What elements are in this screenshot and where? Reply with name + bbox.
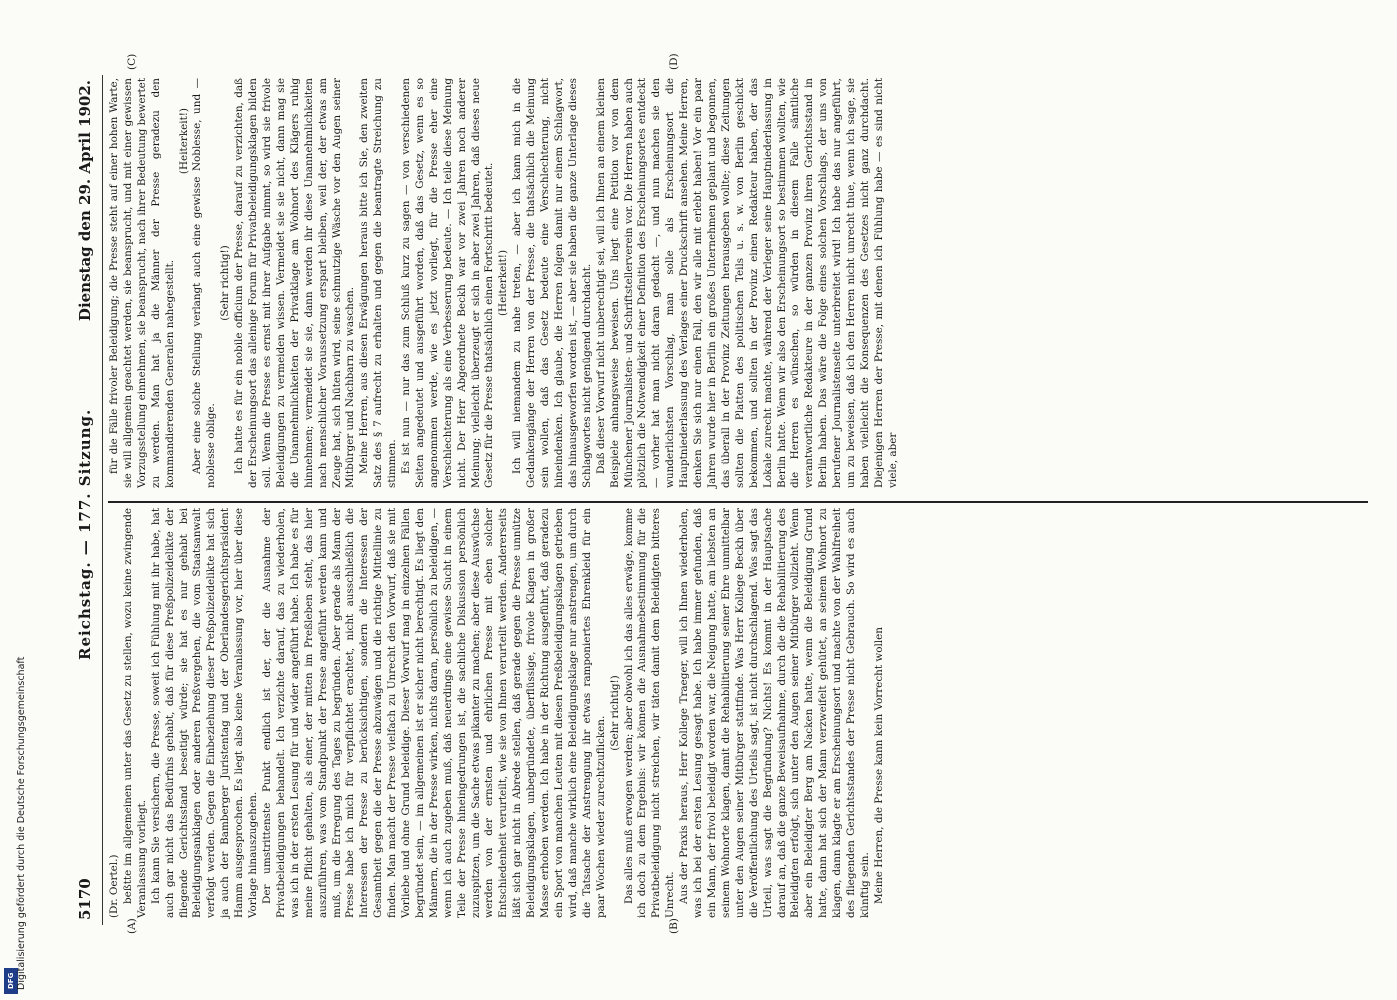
speaker-name: (Dr. Oertel.) (108, 854, 120, 918)
margin-mark-a: (A) (126, 918, 138, 934)
margin-mark-b: (B) (668, 918, 680, 934)
page-number: 5170 (76, 878, 94, 920)
dfg-logo: DFG (4, 968, 18, 994)
paragraph: Ich hatte es für ein nobile officium der Presse, darauf zu verzichten, daß der Erscheinungsort das alleinige Forum für Privatbeleidigungsklagen bilden soll. Wenn die Presse es ernst mit ihrer Aufgabe nimmt, so wird sie frivole Beleidigungen zu vermeiden wissen. Vermeidet sie sie nicht, dann mag sie die Unannehmlichkeiten der Privatklage am Wohnort des Klägers ruhig hinnehmen; vermeidet sie sie, dann werden ihr diese Unannehmlichkeiten nach menschlicher Voraussetzung erspart bleiben, weil der, der etwas am Zeuge hat, sich hüten wird, seine schmutzige Wäsche vor den Augen seiner Mitbürger und Nachbarn zu waschen. (233, 78, 357, 488)
interjection: (Heiterkeit!) (497, 249, 510, 317)
paragraph: Aus der Praxis heraus, Herr Kollege Traeger, will ich Ihnen wiederholen, was ich bei der ersten Lesung gesagt habe. Ich habe immer gefunden, daß ein Mann, der frivol beleidigt worden war, die Neigung hatte, am liebsten an seinem Wohnorte klagen, damit die Rehabilitierung seiner Ehre unmittelbar unter den Augen seiner Mitbürger stattfinde. Was Herr Kollege Beckh über die Veröffentlichung des Urteils sagt, ist nicht durchschlagend. Was sagt das Urteil, was sagt die Begründung? Nichts! Es kommt in der Hauptsache darauf an, daß die ganze Beweisaufnahme, durch die die Rehabilitierung des Beleidigten erfolgt, sich unter den Augen seiner Mitbürger vollzieht. Wenn aber ein Beleidigter Berg am Nacken hatte, wenn die Beleidigung Grund hatte, dann hat sich der Mann verzweifelt gehütet, an seinem Wohnort zu klagen, dann klagte er am Erscheinungsort und machte von der Wahlfreiheit des fliegenden Gerichtsstandes der Presse nicht Gebrauch. So wird es auch künftig sein. (678, 508, 871, 918)
session-date: Dienstag den 29. April 1902. (76, 80, 94, 322)
paragraph: Der umstrittenste Punkt endlich ist der, der die Ausnahme der Privatbeleidigungen behandelt. Ich verzichte darauf, das zu wiederholen, was ich in der ersten Lesung für und wider angeführt habe. Ich habe es für meine Pflicht gehalten, als einer, der mitten im Preßleben steht, das hier auszuführen, was vom Standpunkt der Presse angeführt werden kann und muß, um die Erregung des Tages zu begründen. Aber gerade als Mann der Presse habe ich mich für verpflichtet erachtet, nicht ausschließlich die Interessen der Presse zu berücksichtigen, sondern die Interessen der Gesamtheit gegen die der Presse abzuwägen und die richtige Mittellinie zu finden. Man macht der Presse vielfach zu Unrecht den Vorwurf, daß sie mit Vorliebe und ohne Grund beleidige. Dieser Vorwurf mag in einzelnen Fällen begründet sein, — im allgemeinen ist er sicher nicht berechtigt. Es liegt den Männern, die in der Presse wirken, nichts daran, persönlich zu beleidigen, — wenn ich auch zugeben muß, daß neuerdings eine gewisse Sucht in einem Teile der Presse hineingedrungen ist, die sachliche Diskussion persönlich zuzuspitzen, um die Sache etwas pikanter zu machen; aber diese Auswüchse werden von der ernsten und ehrlichen Presse mit eben solcher Entschiedenheit verurteilt, wie sie von Ihnen verurteilt werden. Andererseits läßt sich gar nicht in Abrede stellen, daß gerade gegen die Presse unnütze Beleidigungsklagen, unbegründete, überflüssige, frivole Klagen in großer Masse erhoben werden. Ich habe in der Richtung ausgeführt, daß geradezu ein Sport von manchen Leuten mit diesen Preßbeleidigungsklagen getrieben wird, daß manche wirklich eine Beleidigungsklage nur anstrengen, um durch die Tatsache der Anstrengung ihr etwas ramponiertes Ehrenkleid für ein paar Wochen wieder zurechtzuflicken. (260, 508, 607, 918)
column-divider (108, 501, 1368, 503)
paragraph: Ich will niemandem zu nahe treten, — aber ich kann mich in die Gedankengänge der Herren von der Presse, die thatsächlich die Meinung sein wollen, daß das Gesetz bedeute eine Verschlechterung, nicht hineindenken. Ich glaube, die Herren folgen damit nur einem Schlagwort, das hinausgeworfen worden ist, — aber sie haben die ganze Unterlage dieses Schlagwortes nicht genügend durchdacht. (511, 78, 593, 488)
paragraph: Aber eine solche Stellung verlangt auch eine gewisse Noblesse, und — noblesse oblige. (191, 78, 218, 488)
session-title: Reichstag. — 177. Sitzung. (76, 408, 94, 660)
paragraph: beßtte im allgemeinen unter das Gesetz zu stellen, wozu keine zwingende Veranlassung vorliegt. (121, 508, 148, 918)
interjection: (Heiterkeit!) (177, 108, 190, 175)
paragraph: Meine Herren, aus diesen Erwägungen heraus bitte ich Sie, den zweiten Satz des § 7 aufrecht zu erhalten und gegen die beantragte Streichung zu stimmen. (358, 78, 399, 488)
right-column (108, 78, 901, 488)
interjection: (Sehr richtig!) (608, 675, 621, 751)
header-rule (102, 75, 103, 925)
left-column (108, 508, 887, 918)
paragraph: für die Fälle frivoler Beleidigung; die Presse steht auf einer hohen Warte, sie will allgemein geachtet werden, sie beansprucht, und mit einer gewissen Vorzugsstellung einnehmen, sie beansprucht, nach ihrer Bedeutung bewertet zu werden. Man hat ja die Männer der Presse geradezu den kommandierenden Generalen nahegestellt. (108, 78, 176, 488)
paragraph: Meine Herren, die Presse kann kein Vorrecht wollen (872, 627, 885, 904)
margin-mark-d: (D) (668, 53, 680, 70)
interjection: (Sehr richtig!) (219, 245, 232, 321)
digitization-credit: Digitalisierung gefördert durch die Deutsche Forschungsgemeinschaft (16, 656, 27, 990)
margin-mark-c: (C) (126, 53, 138, 70)
page-header (76, 40, 102, 960)
paragraph: Es ist nun — nur das zum Schluß kurz zu sagen — von verschiedenen Seiten angedeutet und ausgeführt worden, daß das Gesetz, wenn es so angenommen werde, wie es jetzt vorliegt, für die Presse eher eine Verschlechterung als eine Verbesserung bedeute. — Ich teile diese Meinung nicht. Der Herr Abgeordnete Beckh war vor zwei Jahren noch anderer Meinung; vielleicht überzeugt er sich in aber zwei Jahren, daß dieses neue Gesetz für die Presse thatsächlich einen Fortschritt bedeutet. (400, 78, 496, 488)
paragraph: Das alles muß erwogen werden; aber obwohl ich das alles erwäge, komme ich doch zu dem Ergebnis: wir können die Ausnahmebestimmung für die Privatbeleidigung nicht streichen, wir täten damit dem Beleidigten bitteres Unrecht. (622, 508, 677, 918)
paragraph: Daß dieser Vorwurf nicht unberechtigt sei, will ich Ihnen an einem kleinen Beispiele anhangsweise beweisen. Uns liegt eine Petition vor von dem Münchener Journalisten- und Schriftstellerverein vor. Die Herren haben auch plötzlich die Notwendigkeit einer Definition des Erscheinungsortes entdeckt — vorher hat man nicht daran gedacht —, und nun machen sie den wunderlichsten Vorschlag, man solle als Erscheinungsort die Hauptniederlassung des Verlages einer Druckschrift ansehen. Meine Herren, denken Sie sich nur einen Fall, den wir alle mit erlebt haben! Vor ein paar Jahren wurde hier in Berlin ein großes Unternehmen geplant und begonnen, das überall in der Provinz Zeitungen herausgeben wollte; diese Zeitungen sollten die Platten des politischen Teils u. s. w. von Berlin geschickt bekommen, und sollten in der Provinz einen Redakteur haben, der das Lokale zurecht machte, während der Verleger seine Hauptniederlassung in Berlin hatte. Wenn wir also den Erscheinungsort so bestimmen wollten, wie die Herren es wünschen, so würden in diesem Falle sämtliche verantwortliche Redakteure in der ganzen Provinz ihren Gerichtsstand in Berlin haben. Das wäre die Folge eines solchen Vorschlags, der uns von berufener Journalistenseite unterbreitet wird! Ich habe das nur angeführt, um zu beweisen, daß ich den Herren nicht unrecht thue, wenn ich sage, sie haben vielleicht die Konsequenzen des Gesetzes nicht ganz durchdacht. Diejenigen Herren der Presse, mit denen ich Fühlung habe — es sind nicht viele, aber (594, 78, 899, 488)
paragraph: Ich kann Sie versichern, die Presse, soweit ich Fühlung mit ihr habe, hat auch gar nicht das Bedürfnis gehabt, daß für diese Preßpolizeidelikte der fliegende Gerichtsstand beseitigt würde; sie hat es nur gehabt bei Beleidigungsanklagen oder anderen Preßvergehen, die vom Staatsanwalt verfolgt werden. Gegen die Einbeziehung dieser Preßpolizeidelikte hat sich ja auch der Bamberger Juristentag und der Oberlandesgerichtspräsident Hamm ausgesprochen. Es liegt also keine Veranlassung vor, hier über diese Vorlage hinauszugehen. (149, 508, 260, 918)
